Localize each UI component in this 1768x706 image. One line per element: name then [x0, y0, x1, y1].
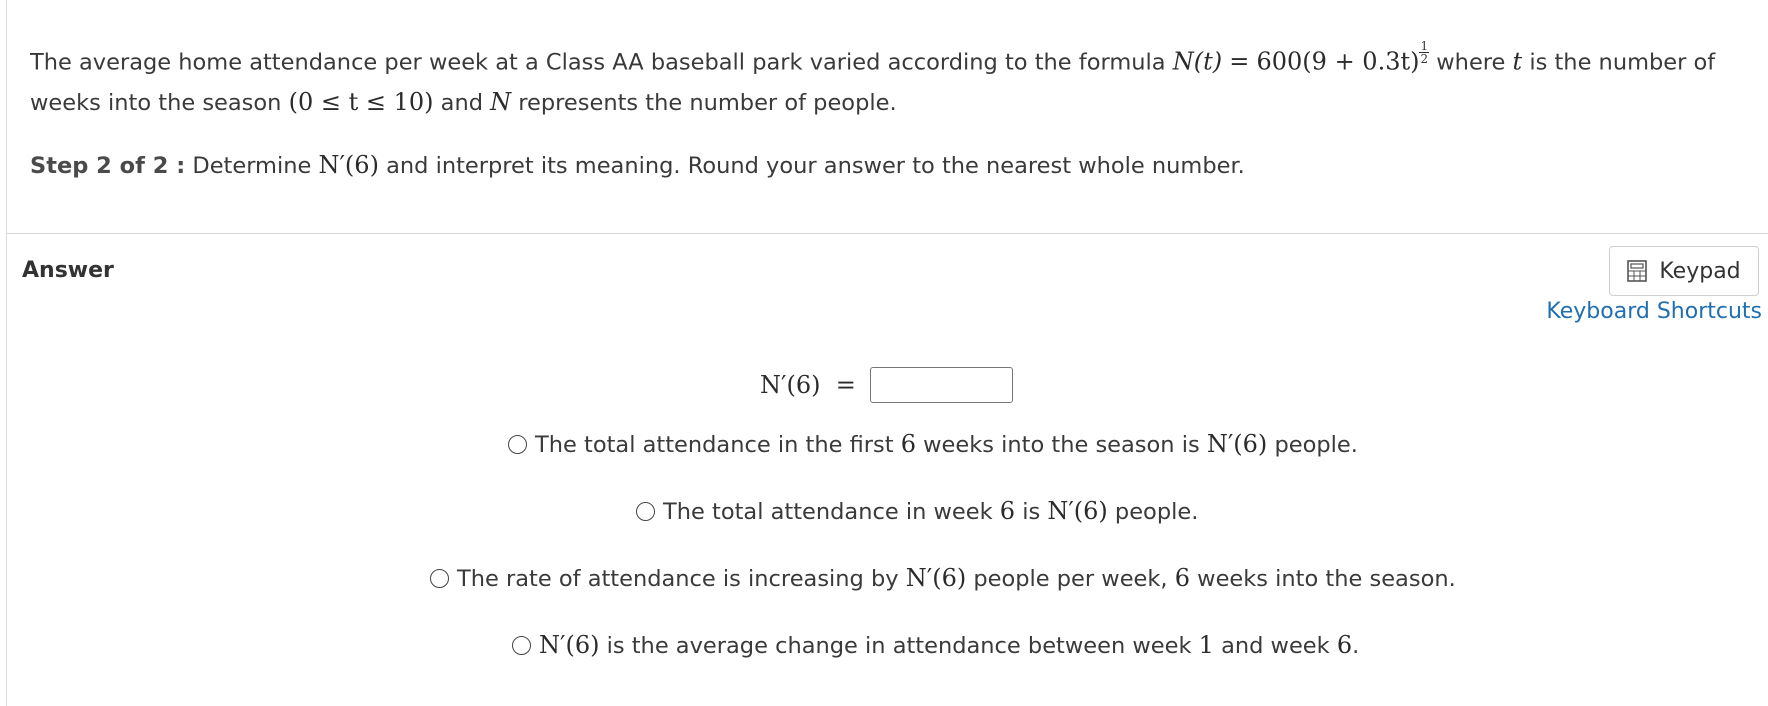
step-pre: Determine	[185, 153, 319, 179]
left-border	[6, 0, 7, 706]
variable-t: t	[1512, 47, 1523, 76]
question-intro: The average home attendance per week at a Class AA baseball park varied according to the formula	[30, 49, 1173, 76]
formula-equals: =	[1229, 47, 1250, 76]
formula-exponent	[1419, 40, 1429, 65]
question-end: represents the number of people.	[511, 89, 897, 116]
keypad-button[interactable]	[1609, 246, 1759, 296]
step-label: Step 2 of 2 :	[30, 153, 186, 179]
choice-text: N′(6) is the average change in attendance between week 1 and week 6.	[539, 631, 1360, 659]
formula-rhs: 600(9 + 0.3t)	[1256, 47, 1420, 76]
radio-button[interactable]	[636, 502, 655, 521]
keyboard-shortcuts-link[interactable]: Keyboard Shortcuts	[1546, 299, 1762, 324]
choice-total-week-6[interactable]	[636, 497, 1198, 525]
answer-equation-row	[0, 367, 1768, 407]
exponent-numerator: 1	[1420, 39, 1429, 53]
answer-heading: Answer	[22, 258, 114, 283]
choice-total-first-6-weeks[interactable]	[508, 430, 1358, 458]
choice-text: The rate of attendance is increasing by N′(6) people per week, 6 weeks into the season.	[457, 564, 1456, 592]
choice-text: The total attendance in the first 6 weeks into the season is N′(6) people.	[535, 430, 1358, 458]
radio-button[interactable]	[512, 636, 531, 655]
formula-lhs: N(t)	[1172, 47, 1223, 76]
equation-label: N′(6) =	[760, 371, 856, 399]
step-instruction	[30, 145, 1245, 186]
radio-button[interactable]	[508, 435, 527, 454]
variable-n: N	[490, 87, 512, 116]
question-mid: where	[1429, 49, 1513, 76]
exponent-denominator: 2	[1420, 52, 1429, 66]
choice-average-change[interactable]	[512, 631, 1359, 659]
section-divider	[6, 233, 1768, 234]
step-post: and interpret its meaning. Round your answer to the nearest whole number.	[378, 153, 1245, 179]
question-and: and	[433, 89, 491, 116]
keypad-label: Keypad	[1659, 258, 1741, 284]
radio-button[interactable]	[430, 569, 449, 588]
choice-rate-increasing[interactable]	[430, 564, 1456, 592]
question-mid2: is the number of weeks into the season	[30, 49, 1716, 116]
step-expression: N′(6)	[318, 151, 379, 179]
question-text	[30, 40, 1740, 123]
calculator-icon	[1627, 260, 1647, 282]
domain-expression: (0 ≤ t ≤ 10)	[288, 87, 434, 116]
answer-input[interactable]	[870, 367, 1013, 403]
choice-text: The total attendance in week 6 is N′(6) people.	[663, 497, 1199, 525]
